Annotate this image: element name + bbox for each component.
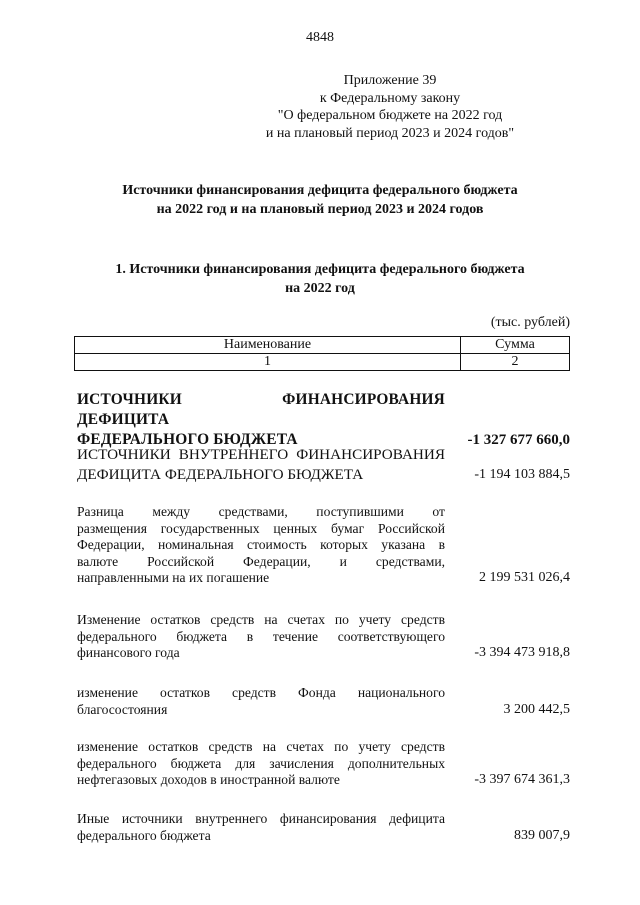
table-row	[77, 811, 570, 844]
row-amount: -1 327 677 660,0	[467, 432, 570, 448]
row-amount: -3 394 473 918,8	[474, 645, 570, 661]
row-name-line: Иные источники внутреннего финансирования дефицита	[77, 811, 445, 826]
row-name	[77, 685, 445, 718]
row-name-line: ИСТОЧНИКИ ФИНАНСИРОВАНИЯ ДЕФИЦИТА	[77, 391, 445, 428]
row-name	[77, 811, 445, 844]
row-name	[77, 504, 445, 587]
table-row	[77, 739, 570, 789]
table-row	[77, 445, 570, 484]
section-title	[0, 260, 640, 298]
column-header-name: Наименование	[75, 337, 461, 354]
appendix-line: и на плановый период 2023 и 2024 годов"	[265, 125, 515, 141]
row-amount: 2 199 531 026,4	[479, 570, 570, 586]
table-row	[77, 390, 570, 450]
appendix-line: Приложение 39	[343, 73, 437, 88]
section-title-line: на 2022 год	[285, 281, 355, 296]
row-name	[77, 445, 445, 484]
table-row	[77, 612, 570, 662]
table-number-row	[75, 354, 570, 371]
row-name-line: федерального бюджета	[77, 827, 211, 843]
units-label: (тыс. рублей)	[490, 315, 570, 330]
appendix-line: к Федеральному закону	[319, 90, 461, 106]
row-name-line: валюте Российской Федерации, и средствами,	[77, 553, 445, 569]
table-row	[77, 685, 570, 718]
row-name-line: Разница между средствами, поступившими от	[77, 504, 445, 519]
row-amount: -3 397 674 361,3	[474, 772, 570, 788]
appendix-note	[200, 72, 580, 142]
section-title-line: 1. Источники финансирования дефицита федерального бюджета	[115, 262, 525, 277]
table-row	[77, 504, 570, 587]
table-header	[74, 336, 570, 371]
row-amount: 3 200 442,5	[503, 701, 570, 717]
row-name-line: направленными на их погашение	[77, 570, 270, 586]
document-title	[0, 181, 640, 219]
column-header-sum: Сумма	[461, 337, 570, 354]
row-name-line: федерального бюджета в течение соответствующего	[77, 628, 445, 644]
row-name-line: нефтегазовых доходов в иностранной валюте	[77, 772, 340, 788]
row-name-line: Изменение остатков средств на счетах по учету средств	[77, 612, 445, 627]
row-name	[77, 390, 445, 450]
document-title-line: Источники финансирования дефицита федерального бюджета	[122, 183, 518, 198]
row-name	[77, 739, 445, 789]
table-header-row	[75, 337, 570, 354]
row-name-line: изменение остатков средств Фонда национального	[77, 685, 445, 700]
document-title-line: на 2022 год и на плановый период 2023 и 2024 годов	[156, 202, 484, 217]
row-name-line: благосостояния	[77, 701, 168, 717]
appendix-line: "О федеральном бюджете на 2022 год	[277, 108, 503, 123]
row-name-line: финансового года	[77, 645, 180, 661]
row-amount: 839 007,9	[514, 827, 570, 843]
column-number-sum: 2	[461, 354, 570, 371]
row-name-line: Федерации, номинальная стоимость которых указана в	[77, 537, 445, 553]
row-name-line: ИСТОЧНИКИ ВНУТРЕННЕГО ФИНАНСИРОВАНИЯ	[77, 446, 445, 463]
column-number-name: 1	[75, 354, 461, 371]
row-name-line: ДЕФИЦИТА ФЕДЕРАЛЬНОГО БЮДЖЕТА	[77, 465, 364, 483]
row-name	[77, 612, 445, 662]
row-name-line: размещения государственных ценных бумаг Российской	[77, 520, 445, 536]
row-name-line: изменение остатков средств на счетах по учету средств	[77, 739, 445, 754]
row-name-line: ФЕДЕРАЛЬНОГО БЮДЖЕТА	[77, 431, 298, 448]
row-amount: -1 194 103 884,5	[474, 466, 570, 482]
row-name-line: федерального бюджета для зачисления дополнительных	[77, 755, 445, 771]
page-number: 4848	[306, 30, 334, 45]
